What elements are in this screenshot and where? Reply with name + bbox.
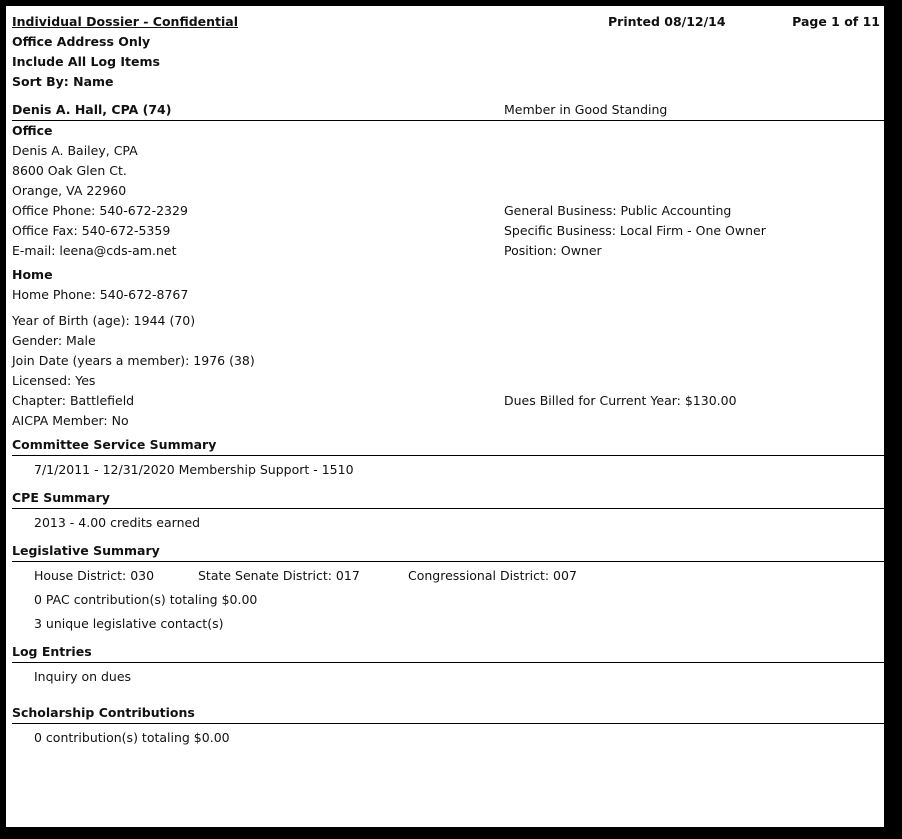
year-of-birth: Year of Birth (age): 1944 (70)	[12, 313, 196, 328]
general-business: General Business: Public Accounting	[504, 203, 732, 218]
dossier-page	[6, 6, 884, 827]
office-line-1: Denis A. Bailey, CPA	[12, 143, 138, 158]
member-status: Member in Good Standing	[504, 102, 668, 117]
office-phone: Office Phone: 540-672-2329	[12, 203, 188, 218]
printed-date: Printed 08/12/14	[608, 14, 726, 29]
specific-business: Specific Business: Local Firm - One Owner	[504, 223, 766, 238]
office-email-row	[12, 241, 884, 261]
office-line-3: Orange, VA 22960	[12, 183, 127, 198]
scholarship-heading: Scholarship Contributions	[12, 703, 884, 724]
home-phone: Home Phone: 540-672-8767	[12, 287, 189, 302]
congressional-district: Congressional District: 007	[408, 568, 577, 583]
log-entry: Inquiry on dues	[34, 669, 132, 684]
log-heading: Log Entries	[12, 642, 884, 663]
chapter-row	[12, 391, 884, 411]
pac-contributions: 0 PAC contribution(s) totaling $0.00	[34, 592, 258, 607]
scholarship-entry: 0 contribution(s) totaling $0.00	[34, 730, 230, 745]
position: Position: Owner	[504, 243, 602, 258]
option-log: Include All Log Items	[12, 54, 160, 69]
page-number: Page 1 of 11	[792, 14, 880, 29]
committee-heading: Committee Service Summary	[12, 435, 884, 456]
senate-district: State Senate District: 017	[198, 568, 360, 583]
aicpa-member: AICPA Member: No	[12, 413, 129, 428]
cpe-heading: CPE Summary	[12, 488, 884, 509]
office-email: E-mail: leena@cds-am.net	[12, 243, 177, 258]
house-district: House District: 030	[34, 568, 155, 583]
dues-billed: Dues Billed for Current Year: $130.00	[504, 393, 737, 408]
chapter: Chapter: Battlefield	[12, 393, 135, 408]
legislative-contacts: 3 unique legislative contact(s)	[34, 616, 224, 631]
member-header	[12, 100, 884, 121]
office-line-2: 8600 Oak Glen Ct.	[12, 163, 127, 178]
office-fax: Office Fax: 540-672-5359	[12, 223, 171, 238]
gender: Gender: Male	[12, 333, 96, 348]
committee-entry: 7/1/2011 - 12/31/2020 Membership Support - 1510	[34, 462, 354, 477]
join-date: Join Date (years a member): 1976 (38)	[12, 353, 255, 368]
office-phone-row	[12, 201, 884, 221]
report-header	[12, 12, 884, 32]
office-heading: Office	[12, 123, 53, 138]
option-address: Office Address Only	[12, 34, 151, 49]
member-name: Denis A. Hall, CPA (74)	[12, 102, 172, 117]
office-fax-row	[12, 221, 884, 241]
cpe-entry: 2013 - 4.00 credits earned	[34, 515, 201, 530]
report-title: Individual Dossier - Confidential	[12, 14, 239, 29]
district-row	[12, 566, 884, 586]
legislative-heading: Legislative Summary	[12, 541, 884, 562]
option-sort: Sort By: Name	[12, 74, 114, 89]
licensed: Licensed: Yes	[12, 373, 96, 388]
home-heading: Home	[12, 267, 53, 282]
